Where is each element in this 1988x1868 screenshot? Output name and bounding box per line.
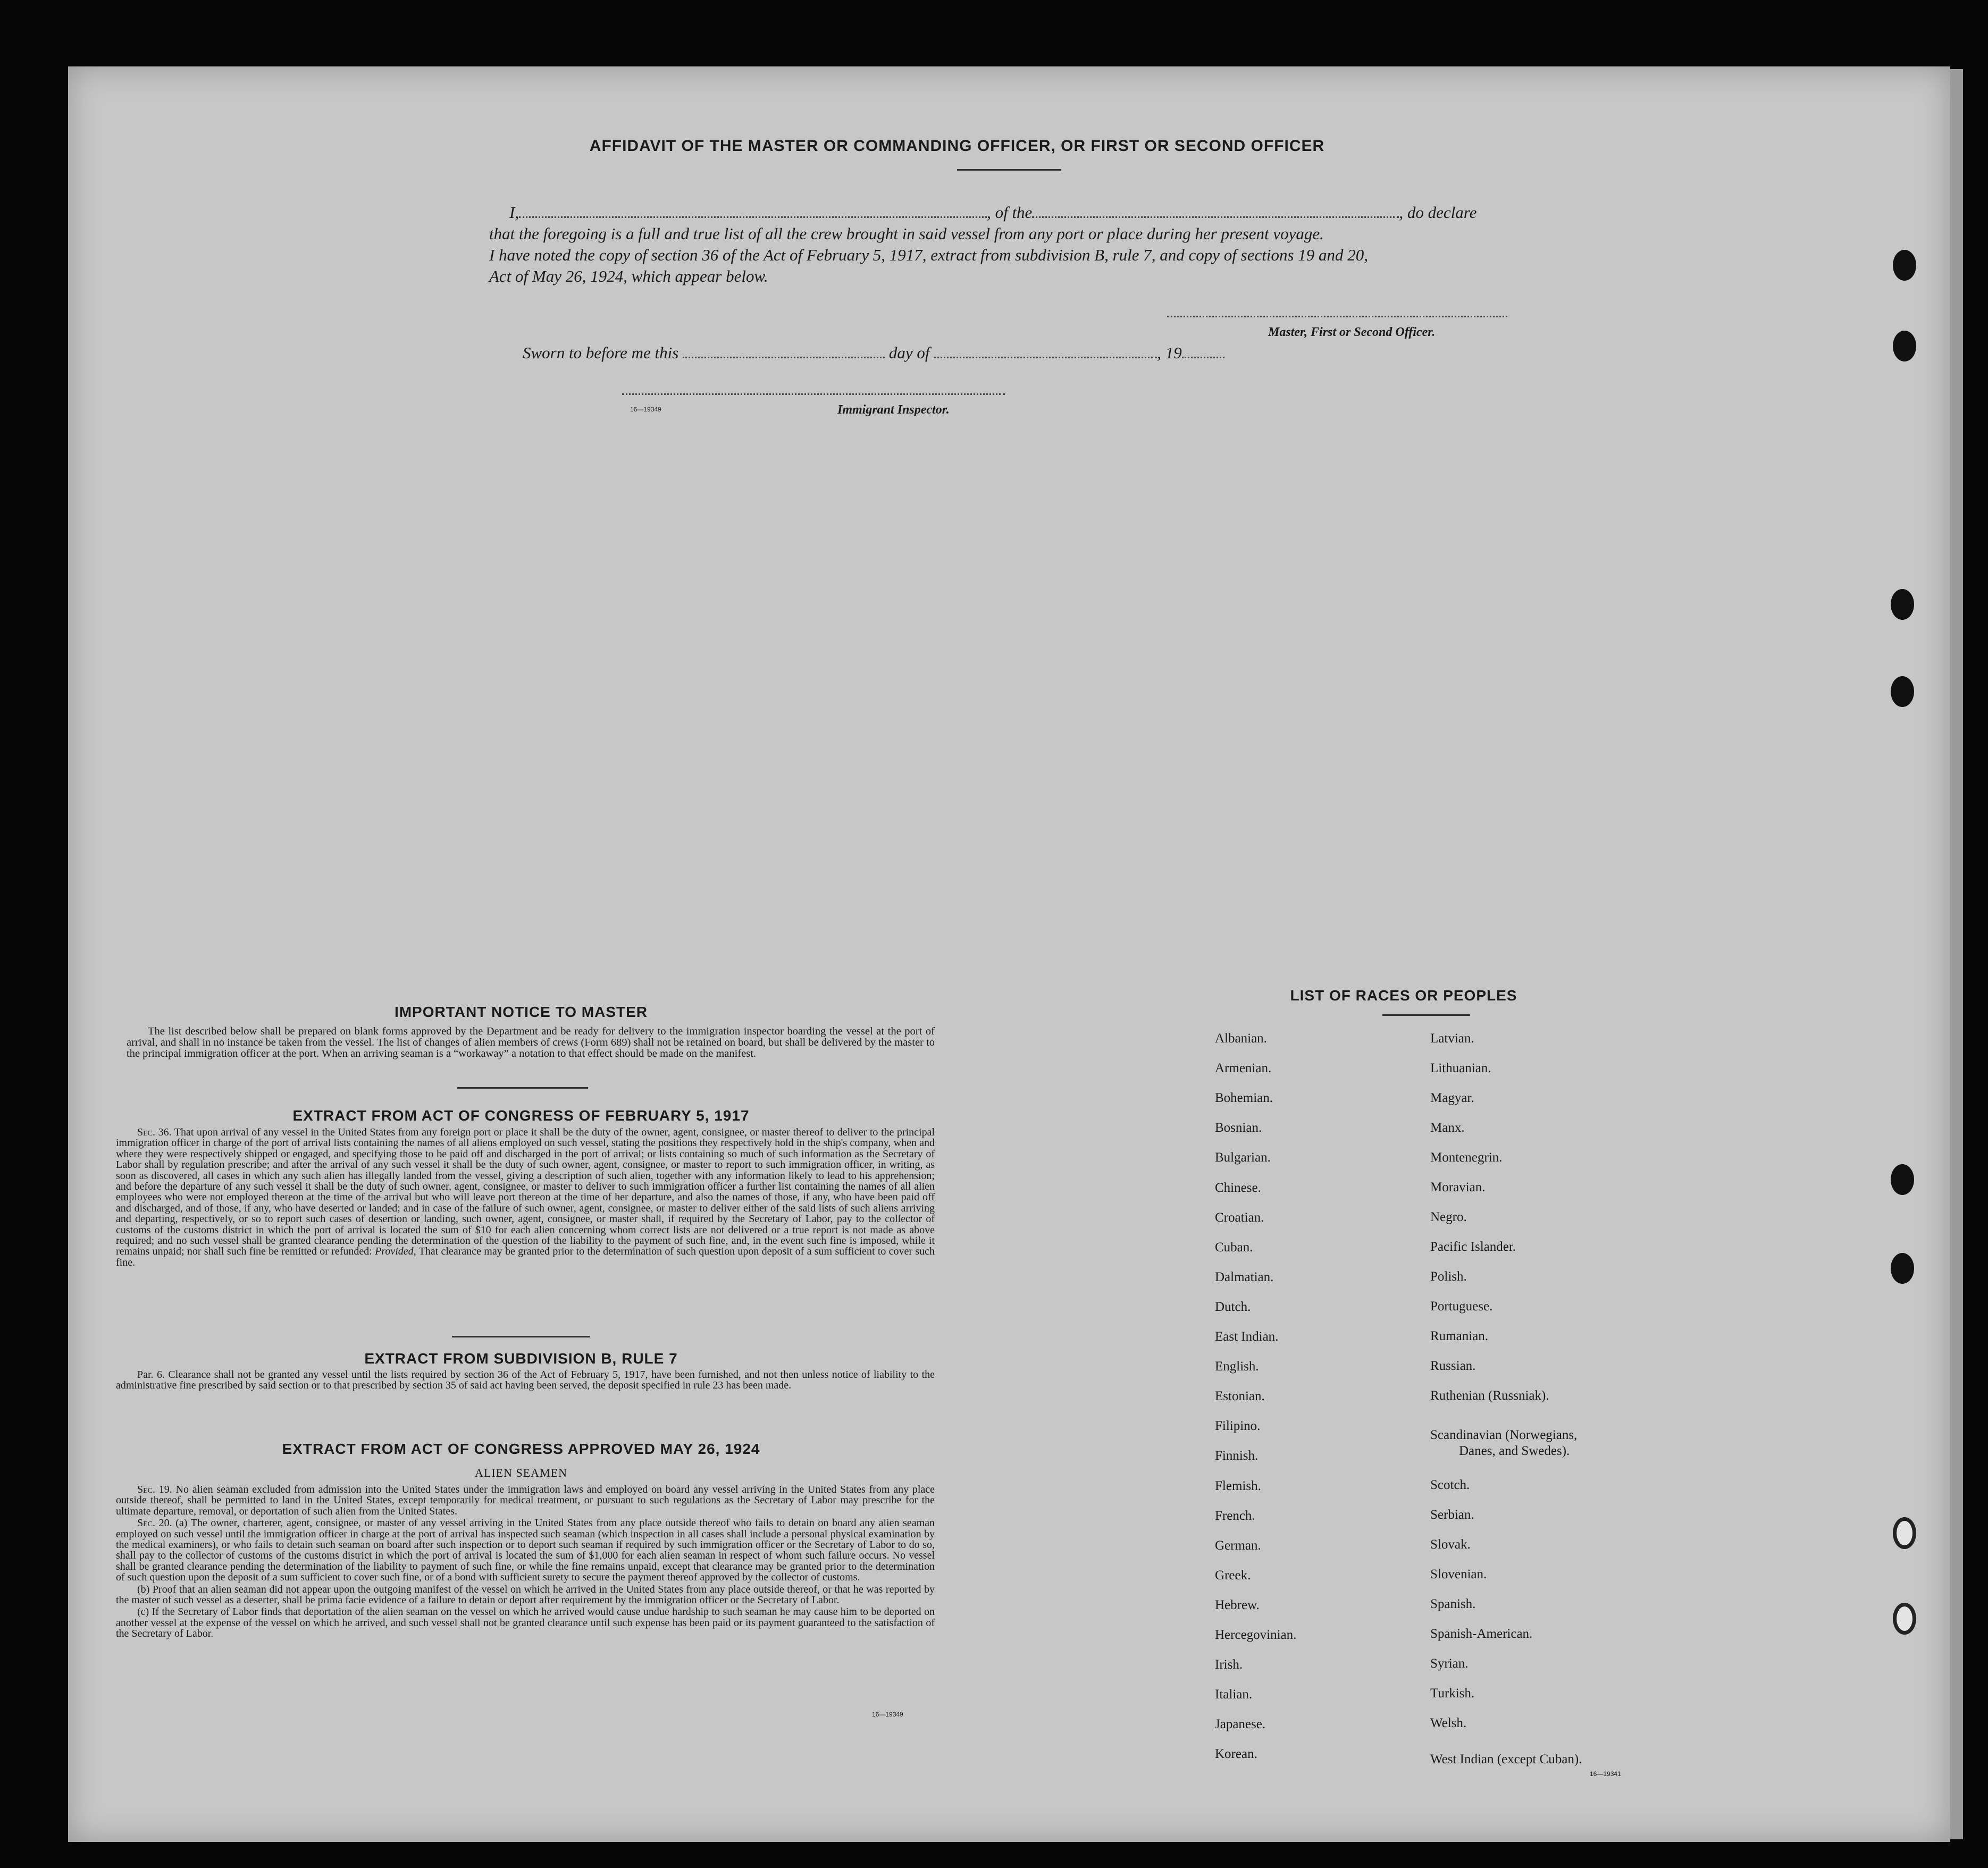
master-signature-label: Master, First or Second Officer. (1268, 325, 1436, 339)
form-code: 16—19341 (1590, 1770, 1621, 1778)
race-item: Dalmatian. (1215, 1269, 1274, 1284)
binder-hole (1893, 1603, 1916, 1635)
race-item: Pacific Islander. (1430, 1240, 1516, 1254)
section-36-text-end: That clearance may be granted prior to the determination of such question upon deposit of a sum sufficient to cover such fine. (116, 1246, 935, 1268)
race-item: Albanian. (1215, 1031, 1267, 1046)
binder-hole (1891, 676, 1914, 707)
affidavit-line-1 (509, 203, 1477, 222)
race-item: Slovenian. (1430, 1567, 1487, 1581)
subdivision-title: EXTRACT FROM SUBDIVISION B, RULE 7 (364, 1350, 678, 1367)
sworn-day-blank[interactable] (683, 357, 885, 358)
section-20a-text: (a) The owner, charterer, agent, consignee, or master of any vessel arriving in the United States from any place outside thereof who fails to detain on board any alien seaman employed on such vessel until the immigration officer in charge at the port of arrival has inspected such seaman (which inspection in all cases shall include a personal physical examination by the medical examiners), or who fails to detain such seaman on board after such inspection or to deport such seaman if required by such immigration officer or the Secretary of Labor to do so, shall pay to the collector of customs of the customs district in which the port of arrival is located the sum of $1,000 for each alien seaman in respect of whom such failure occurs. No vessel shall be granted clearance pending the determination of the liability to payment of such fine, or while the fine remains unpaid, except that clearance may be granted prior to the determination of such question upon the deposit of a sum sufficient to cover such fine, or of a bond with sufficient surety to secure the payment thereof approved by the collector of customs. (116, 1517, 935, 1584)
section-19-text: No alien seaman excluded from admission into the United States under the immigration laws and employed on board any vessel arriving in the United States from any place outside thereof, shall be permitted to land in the United States, except temporarily for medical treatment, or pursuant to such regulations as the Secretary of Labor may prescribe for the ultimate departure, removal, or deportation of such alien from the United States. (116, 1484, 935, 1517)
race-item: Hercegovinian. (1215, 1628, 1297, 1642)
binder-hole (1893, 331, 1916, 361)
extract-1924-text (116, 1484, 935, 1640)
sworn-year-blank[interactable] (1182, 357, 1224, 358)
affidavit-line-2: that the foregoing is a full and true list of all the crew brought in said vessel from any port or place during her present voyage. (489, 224, 1324, 243)
race-item: Italian. (1215, 1687, 1253, 1702)
year-label: , 19 (1157, 343, 1182, 362)
race-item: Cuban. (1215, 1240, 1253, 1255)
notice-text (127, 1026, 935, 1061)
race-item: Scotch. (1430, 1478, 1470, 1492)
race-item: German. (1215, 1538, 1261, 1553)
race-item: Hebrew. (1215, 1597, 1260, 1612)
section-19-label: Sec. 19. (137, 1484, 172, 1495)
race-item: Portuguese. (1430, 1299, 1493, 1314)
race-item: Negro. (1430, 1210, 1467, 1224)
race-item: Montenegrin. (1430, 1150, 1503, 1165)
race-item: Russian. (1430, 1359, 1476, 1373)
form-code: 16—19349 (872, 1711, 903, 1718)
race-item: Slovak. (1430, 1537, 1471, 1552)
race-item: Spanish-American. (1430, 1627, 1533, 1641)
section-label: Sec. 36. (137, 1126, 172, 1138)
master-signature-blank[interactable] (1167, 316, 1507, 317)
race-item: West Indian (except Cuban). (1430, 1752, 1582, 1766)
sworn-month-blank[interactable] (934, 357, 1157, 358)
race-item: Manx. (1430, 1121, 1465, 1135)
race-item: Estonian. (1215, 1389, 1265, 1404)
binder-hole (1891, 589, 1914, 620)
notice-paragraph: The list described below shall be prepared on blank forms approved by the Department and be ready for delivery to the immigration inspector boarding the vessel at the port of arrival, and shall in no instance be taken from the vessel. The list of changes of alien members of crews (Form 689) shall not be retained on board, but shall be delivered by the master to the principal immigration officer at the port. When an arriving seaman is a “workaway” a notation to that effect should be made on the manifest. (127, 1025, 935, 1059)
subdivision-text (116, 1369, 935, 1392)
inspector-signature-blank[interactable] (622, 393, 1005, 395)
race-item: Japanese. (1215, 1717, 1266, 1732)
race-item: East Indian. (1215, 1330, 1279, 1344)
races-title: LIST OF RACES OR PEOPLES (1290, 987, 1517, 1004)
race-item: Syrian. (1430, 1656, 1469, 1671)
race-item: Scandinavian (Norwegians, (1430, 1428, 1578, 1442)
race-item: Flemish. (1215, 1478, 1261, 1493)
race-item: Finnish. (1215, 1449, 1259, 1463)
declarant-label: I, (509, 203, 519, 222)
race-item: Chinese. (1215, 1180, 1261, 1195)
binder-hole (1891, 1253, 1914, 1284)
vessel-name-blank[interactable] (1032, 216, 1399, 218)
race-item: Bulgarian. (1215, 1150, 1271, 1165)
binder-hole (1893, 250, 1916, 281)
day-of-label: day of (888, 343, 930, 362)
race-item: Lithuanian. (1430, 1061, 1491, 1075)
inspector-label: Immigrant Inspector. (837, 403, 950, 417)
race-item: Spanish. (1430, 1597, 1476, 1611)
race-item: Irish. (1215, 1657, 1243, 1672)
affidavit-title: AFFIDAVIT OF THE MASTER OR COMMANDING OFFICER, OR FIRST OR SECOND OFFICER (589, 137, 1325, 155)
race-item: Rumanian. (1430, 1329, 1489, 1343)
race-item: Turkish. (1430, 1686, 1475, 1701)
race-item: Bohemian. (1215, 1091, 1273, 1106)
sworn-line (523, 343, 1224, 363)
binder-hole (1891, 1164, 1914, 1195)
race-item: French. (1215, 1508, 1255, 1523)
extract-1917-title: EXTRACT FROM ACT OF CONGRESS OF FEBRUARY 5, 1917 (292, 1107, 750, 1124)
race-item: Dutch. (1215, 1299, 1251, 1314)
sworn-label: Sworn to before me this (523, 343, 679, 362)
race-item: Latvian. (1430, 1031, 1474, 1046)
divider (457, 1087, 588, 1089)
provided-term: Provided, (375, 1246, 416, 1258)
race-item: Magyar. (1430, 1091, 1474, 1105)
affidavit-line-3: I have noted the copy of section 36 of the Act of February 5, 1917, extract from subdivision B, rule 7, and copy of sections 19 and 20, (489, 246, 1369, 264)
extract-1917-text (116, 1127, 935, 1269)
divider (957, 169, 1061, 171)
race-item: Bosnian. (1215, 1121, 1262, 1135)
section-20b-text: (b) Proof that an alien seaman did not appear upon the outgoing manifest of the vessel on which he arrived in the United States from any place outside thereof, or that he was reported by the master of such vessel as a deserter, shall be prima facie evidence of a failure to detain or deport after requirement by the immigration officer or the Secretary of Labor. (116, 1583, 935, 1606)
race-item: Moravian. (1430, 1180, 1486, 1194)
race-item: Serbian. (1430, 1508, 1474, 1522)
race-item: English. (1215, 1359, 1259, 1374)
declarant-name-blank[interactable] (519, 216, 987, 218)
race-item: Welsh. (1430, 1716, 1467, 1730)
race-item: Danes, and Swedes). (1459, 1444, 1570, 1458)
section-20-label: Sec. 20. (137, 1517, 172, 1529)
divider (452, 1336, 590, 1337)
race-item: Armenian. (1215, 1061, 1272, 1076)
alien-seamen-subtitle: ALIEN SEAMEN (475, 1466, 567, 1479)
extract-1924-title: EXTRACT FROM ACT OF CONGRESS APPROVED MAY 26, 1924 (282, 1441, 760, 1457)
section-20c-text: (c) If the Secretary of Labor finds that deportation of the alien seaman on the vessel on which he arrived would cause undue hardship to such seaman he may cause him to be deported on another vessel at the expense of the vessel on which he arrived, and such vessel shall not be granted clearance until such expense has been paid or its payment guaranteed to the satisfaction of the Secretary of Labor. (116, 1606, 935, 1640)
race-item: Croatian. (1215, 1210, 1264, 1225)
affidavit-line-4: Act of May 26, 1924, which appear below. (489, 267, 768, 285)
of-the-label: , of the (987, 203, 1033, 222)
race-item: Filipino. (1215, 1419, 1261, 1434)
notice-title: IMPORTANT NOTICE TO MASTER (394, 1004, 648, 1020)
race-item: Korean. (1215, 1747, 1257, 1762)
rule-7-paragraph: Par. 6. Clearance shall not be granted any vessel until the lists required by section 36 of the Act of February 5, 1917, have been furnished, and not then unless notice of liability to the administrative fine prescribed by said section or to that prescribed by section 35 of said act having been served, the deposit specified in rule 23 has been made. (116, 1369, 935, 1392)
binder-hole (1893, 1517, 1916, 1549)
divider (1382, 1014, 1470, 1016)
form-code: 16—19349 (630, 406, 661, 413)
race-item: Ruthenian (Russniak). (1430, 1389, 1549, 1403)
do-declare-label: , do declare (1399, 203, 1477, 222)
page-edge (1950, 69, 1963, 1839)
section-36-text: That upon arrival of any vessel in the United States from any foreign port or place it shall be the duty of the owner, agent, consignee, or master thereof to deliver to the principal immigration officer in charge of the port of arrival lists containing the names of all aliens employed on such vessel, stating the positions they respectively hold in the ship's company, when and where they were respectively shipped or engaged, and specifying those to be paid off and discharged in the port of arrival; or lists containing so much of such information as the Secretary of Labor shall by regulation prescribe; and after the arrival of any such vessel it shall be the duty of such owner, agent, consignee, or master to report to such immigration officer, in writing, as soon as discovered, all cases in which any such alien has illegally landed from the vessel, giving a description of such alien, together with any information likely to lead to his apprehension; and before the departure of any such vessel it shall be the duty of such owner, agent, consignee, or master to deliver to such immigration officer a further list containing the names of all alien employees who were not employed thereon at the time of the arrival but who will leave port thereon at the time of her departure, and also the names of those, if any, who have been paid off and discharged, and of those, if any, who have deserted or landed; and in case of the failure of such owner, agent, consignee, or master to deliver either of the said lists of such aliens arriving and departing, respectively, or so to report such cases of desertion or landing, such owner, agent, consignee, or master shall, if required by the Secretary of Labor, pay to the collector of customs of the customs district in which the port of arrival is located the sum of $10 for each alien concerning whom correct lists are not delivered or a true report is not made as above required; and no such vessel shall be granted clearance pending the determination of the question of the liability to the payment of such fine, and, in the event such fine is imposed, while it remains unpaid; nor shall such fine be remitted or refunded: (116, 1126, 935, 1258)
race-item: Polish. (1430, 1269, 1467, 1284)
race-item: Greek. (1215, 1568, 1251, 1583)
